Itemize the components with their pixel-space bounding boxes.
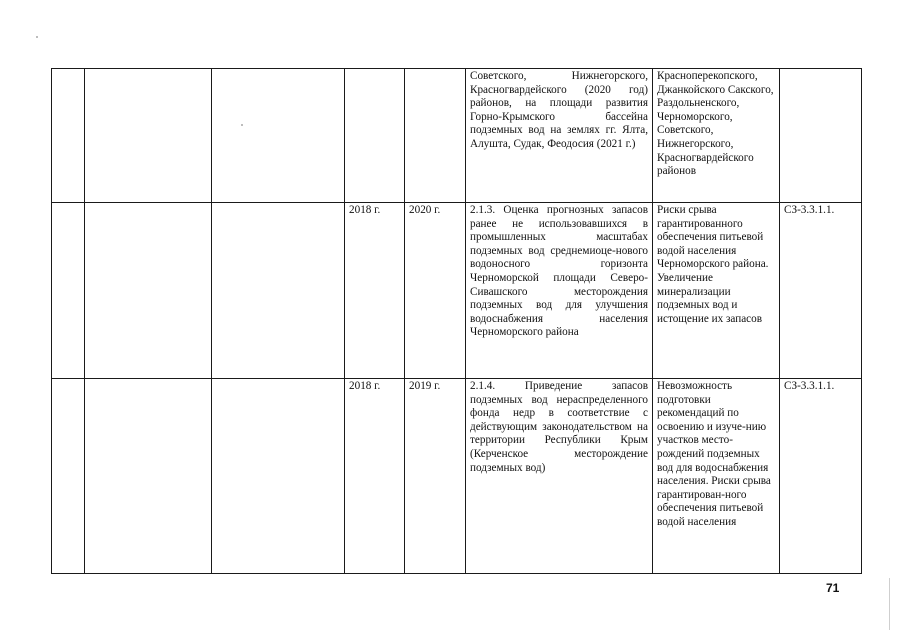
scan-edge-line: [889, 578, 890, 630]
cell-indicator-code: [780, 69, 862, 203]
cell-risk-text: Невозможность подготовки рекомендаций по освоению и изуче-нию участков место-рождений подземных вод для водоснабжения населения. Риски срыва гарантирован-ного обеспечения питьевой водой населения: [653, 379, 780, 574]
cell-executor: [85, 203, 212, 379]
scan-dot: [36, 36, 38, 38]
cell-risk-text: Красноперекопского, Джанкойского Сакского, Раздольненского, Черноморского, Советского, Нижнегорского, Красногвардейского районов: [653, 69, 780, 203]
cell-end-year: 2019 г.: [405, 379, 466, 574]
table-row: [52, 203, 862, 379]
cell-co-executor: [212, 69, 345, 203]
cell-measure-text: Советского, Нижнегорского, Красногвардейского (2020 год) районов, на площади развития Горно-Крымского бассейна подземных вод на землях гг. Ялта, Алушта, Судак, Феодосия (2021 г.): [466, 69, 653, 203]
cell-start-year: [345, 69, 405, 203]
cell-index: [52, 379, 85, 574]
cell-end-year: [405, 69, 466, 203]
table-row: [52, 379, 862, 574]
cell-measure-text: 2.1.4. Приведение запасов подземных вод нераспределенного фонда недр в соответствие с действующим законодательством на территории Республики Крым (Керченское месторождение подземных вод): [466, 379, 653, 574]
cell-index: [52, 203, 85, 379]
cell-end-year: 2020 г.: [405, 203, 466, 379]
cell-index: [52, 69, 85, 203]
cell-indicator-code: СЗ-3.3.1.1.: [780, 379, 862, 574]
cell-indicator-code: СЗ-3.3.1.1.: [780, 203, 862, 379]
cell-co-executor: [212, 379, 345, 574]
cell-executor: [85, 69, 212, 203]
cell-start-year: 2018 г.: [345, 203, 405, 379]
cell-start-year: 2018 г.: [345, 379, 405, 574]
cell-co-executor: [212, 203, 345, 379]
cell-measure-text: 2.1.3. Оценка прогнозных запасов ранее не использовавшихся в промышленных масштабах подземных вод среднемиоце-нового водоносного горизонта Черноморской площади Северо-Сивашского месторождения подземных вод для улучшения водоснабжения населения Черноморского района: [466, 203, 653, 379]
cell-risk-text: Риски срыва гарантированного обеспечения питьевой водой населения Черноморского района. Увеличение минерализации подземных вод и истощение их запасов: [653, 203, 780, 379]
table-row: [52, 69, 862, 203]
measures-table: [51, 68, 862, 574]
cell-executor: [85, 379, 212, 574]
page-number: 71: [826, 581, 840, 595]
